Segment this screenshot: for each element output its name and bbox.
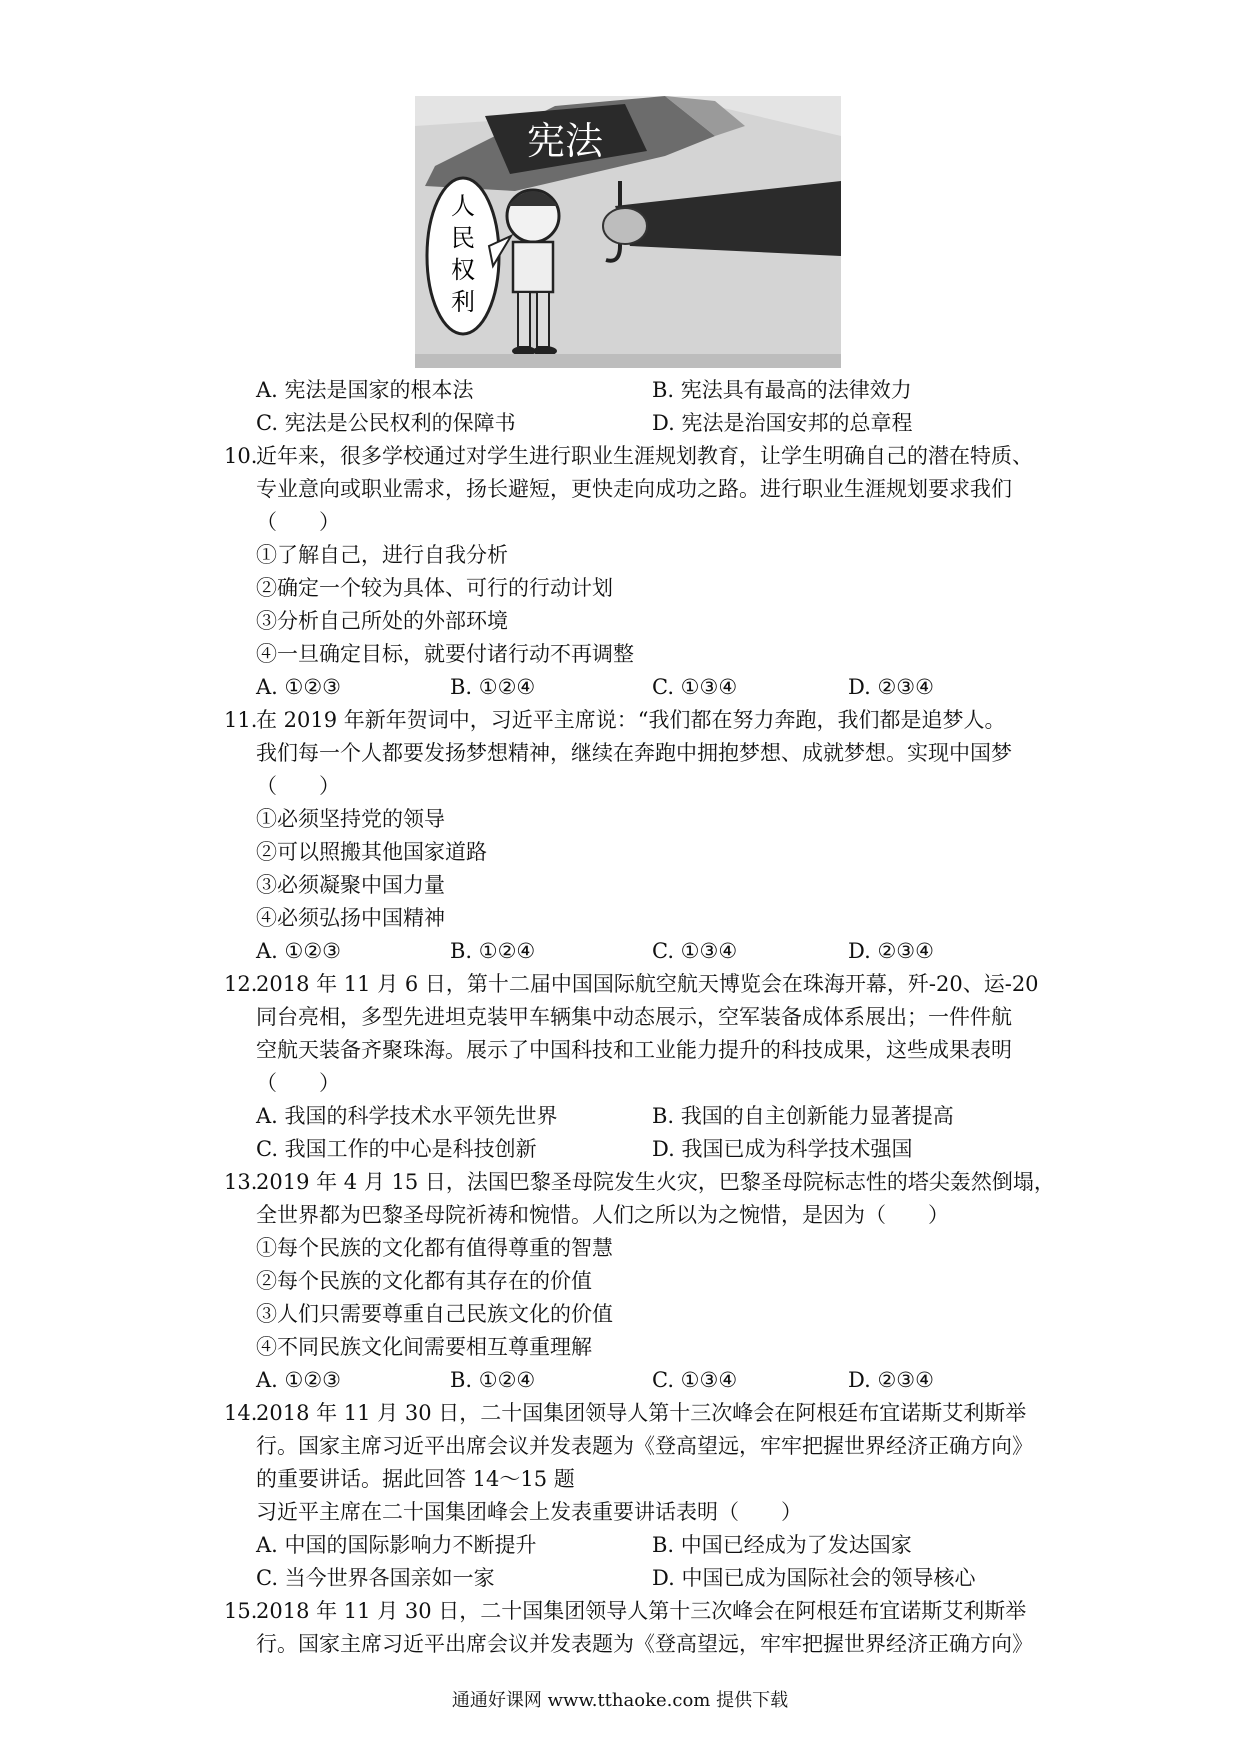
q13-stem-text-1: 2019 年 4 月 15 日，法国巴黎圣母院发生火灾，巴黎圣母院标志性的塔尖轰然倒塌， [256,1170,1055,1194]
q12-blank-text: （ ） [256,1071,340,1095]
q14-stem-line-2 [0,1430,1240,1463]
bubble-char-1: 人 [451,193,475,220]
q11-stem-text-1: 在 2019 年新年贺词中，习近平主席说：“我们都在努力奔跑，我们都是追梦人。 [256,708,1006,732]
q12-answer-blank [0,1067,1240,1100]
q10-item-2 [0,572,1240,605]
q10-blank-text: （ ） [256,510,340,534]
q13-item-3 [0,1298,1240,1331]
q14-options-row-2 [0,1562,1240,1595]
q11-item-3 [0,869,1240,902]
constitution-cartoon-image [415,96,841,368]
q13-option-a: A. ①②③ [256,1368,341,1392]
q11-stem-text-2: 我们每一个人都要发扬梦想精神，继续在奔跑中拥抱梦想、成就梦想。实现中国梦 [256,741,1012,765]
q12-stem-line-2 [0,1001,1240,1034]
q13-options-row [0,1364,1240,1397]
bubble-char-3: 权 [451,257,475,284]
q11-option-a: A. ①②③ [256,939,341,963]
q10-options-row [0,671,1240,704]
q10-item-2-text: ②确定一个较为具体、可行的行动计划 [256,576,613,600]
q13-item-2 [0,1265,1240,1298]
q15-stem-text-1: 2018 年 11 月 30 日，二十国集团领导人第十三次峰会在阿根廷布宜诺斯艾利斯举 [256,1599,1027,1623]
q11-blank-text: （ ） [256,774,340,798]
q13-item-1 [0,1232,1240,1265]
q10-answer-blank [0,506,1240,539]
q11-option-b: B. ①②④ [450,939,536,963]
q12-stem-line-3 [0,1034,1240,1067]
q9-option-c: C. 宪法是公民权利的保障书 [256,411,516,435]
q10-item-4 [0,638,1240,671]
question-list [0,374,1240,1661]
q14-option-a: A. 中国的国际影响力不断提升 [256,1533,537,1557]
q13-stem-line-2 [0,1199,1240,1232]
q11-item-3-text: ③必须凝聚中国力量 [256,873,445,897]
q14-stem-text-4: 习近平主席在二十国集团峰会上发表重要讲话表明（ ） [256,1500,802,1524]
q10-item-1 [0,539,1240,572]
q11-item-2-text: ②可以照搬其他国家道路 [256,840,487,864]
q12-number: 12. [224,972,258,996]
q10-stem-text-2: 专业意向或职业需求，扬长避短，更快走向成功之路。进行职业生涯规划要求我们 [256,477,1012,501]
q14-options-row-1 [0,1529,1240,1562]
q12-option-c: C. 我国工作的中心是科技创新 [256,1137,537,1161]
q11-item-4 [0,902,1240,935]
q14-stem-text-3: 的重要讲话。据此回答 14～15 题 [256,1467,575,1491]
q12-option-b: B. 我国的自主创新能力显著提高 [652,1104,954,1128]
q11-item-1-text: ①必须坚持党的领导 [256,807,445,831]
q11-number: 11. [224,708,258,732]
q13-item-1-text: ①每个民族的文化都有值得尊重的智慧 [256,1236,613,1260]
q14-stem-line-1 [0,1397,1240,1430]
q11-stem-line-2 [0,737,1240,770]
q13-stem-line-1 [0,1166,1240,1199]
q14-option-b: B. 中国已经成为了发达国家 [652,1533,912,1557]
bubble-char-4: 利 [451,289,475,316]
q14-number: 14. [224,1401,258,1425]
q12-options-row-1 [0,1100,1240,1133]
q12-option-d: D. 我国已成为科学技术强国 [652,1137,913,1161]
q10-stem-line-1 [0,440,1240,473]
q9-option-d: D. 宪法是治国安邦的总章程 [652,411,913,435]
q13-number: 13. [224,1170,258,1194]
page-footer: 通通好课网 www.tthaoke.com 提供下载 [451,1690,789,1711]
q12-stem-text-1: 2018 年 11 月 6 日，第十二届中国国际航空航天博览会在珠海开幕，歼-20、运-20 [256,972,1039,996]
q15-stem-text-2: 行。国家主席习近平出席会议并发表题为《登高望远，牢牢把握世界经济正确方向》 [256,1632,1033,1656]
q12-option-a: A. 我国的科学技术水平领先世界 [256,1104,558,1128]
q11-stem-line-1 [0,704,1240,737]
q10-option-a: A. ①②③ [256,675,341,699]
bubble-char-2: 民 [451,225,475,252]
q9-option-a: A. 宪法是国家的根本法 [256,378,474,402]
q10-number: 10. [224,444,258,468]
q10-option-d: D. ②③④ [848,675,934,699]
q13-item-4 [0,1331,1240,1364]
q13-item-2-text: ②每个民族的文化都有其存在的价值 [256,1269,592,1293]
q10-option-b: B. ①②④ [450,675,536,699]
q9-options-row-1 [0,374,1240,407]
q14-stem-line-3 [0,1463,1240,1496]
q11-item-2 [0,836,1240,869]
q15-stem-line-1 [0,1595,1240,1628]
q12-stem-line-1 [0,968,1240,1001]
q13-option-b: B. ①②④ [450,1368,536,1392]
q10-item-3 [0,605,1240,638]
q10-item-1-text: ①了解自己，进行自我分析 [256,543,508,567]
q9-option-b: B. 宪法具有最高的法律效力 [652,378,912,402]
q11-option-c: C. ①③④ [652,939,738,963]
q10-item-4-text: ④一旦确定目标，就要付诸行动不再调整 [256,642,634,666]
cartoon-drawing [415,96,841,368]
q13-stem-text-2: 全世界都为巴黎圣母院祈祷和惋惜。人们之所以为之惋惜，是因为（ ） [256,1203,949,1227]
q14-stem-text-1: 2018 年 11 月 30 日，二十国集团领导人第十三次峰会在阿根廷布宜诺斯艾利斯举 [256,1401,1027,1425]
q14-stem-text-2: 行。国家主席习近平出席会议并发表题为《登高望远，牢牢把握世界经济正确方向》 [256,1434,1033,1458]
q12-stem-text-2: 同台亮相，多型先进坦克装甲车辆集中动态展示，空军装备成体系展出；一件件航 [256,1005,1012,1029]
q11-item-4-text: ④必须弘扬中国精神 [256,906,445,930]
umbrella-sign-text: 宪法 [526,121,604,163]
q13-option-c: C. ①③④ [652,1368,738,1392]
q11-option-d: D. ②③④ [848,939,934,963]
q10-option-c: C. ①③④ [652,675,738,699]
q14-stem-line-4 [0,1496,1240,1529]
q10-stem-text-1: 近年来，很多学校通过对学生进行职业生涯规划教育，让学生明确自己的潜在特质、 [256,444,1033,468]
q14-option-c: C. 当今世界各国亲如一家 [256,1566,495,1590]
q10-stem-line-2 [0,473,1240,506]
q9-options-row-2 [0,407,1240,440]
q15-stem-line-2 [0,1628,1240,1661]
q11-answer-blank [0,770,1240,803]
q13-item-3-text: ③人们只需要尊重自己民族文化的价值 [256,1302,613,1326]
q15-number: 15. [224,1599,258,1623]
q12-options-row-2 [0,1133,1240,1166]
q13-option-d: D. ②③④ [848,1368,934,1392]
q10-item-3-text: ③分析自己所处的外部环境 [256,609,508,633]
q13-item-4-text: ④不同民族文化间需要相互尊重理解 [256,1335,592,1359]
q11-item-1 [0,803,1240,836]
q11-options-row [0,935,1240,968]
q14-option-d: D. 中国已成为国际社会的领导核心 [652,1566,976,1590]
q12-stem-text-3: 空航天装备齐聚珠海。展示了中国科技和工业能力提升的科技成果，这些成果表明 [256,1038,1012,1062]
